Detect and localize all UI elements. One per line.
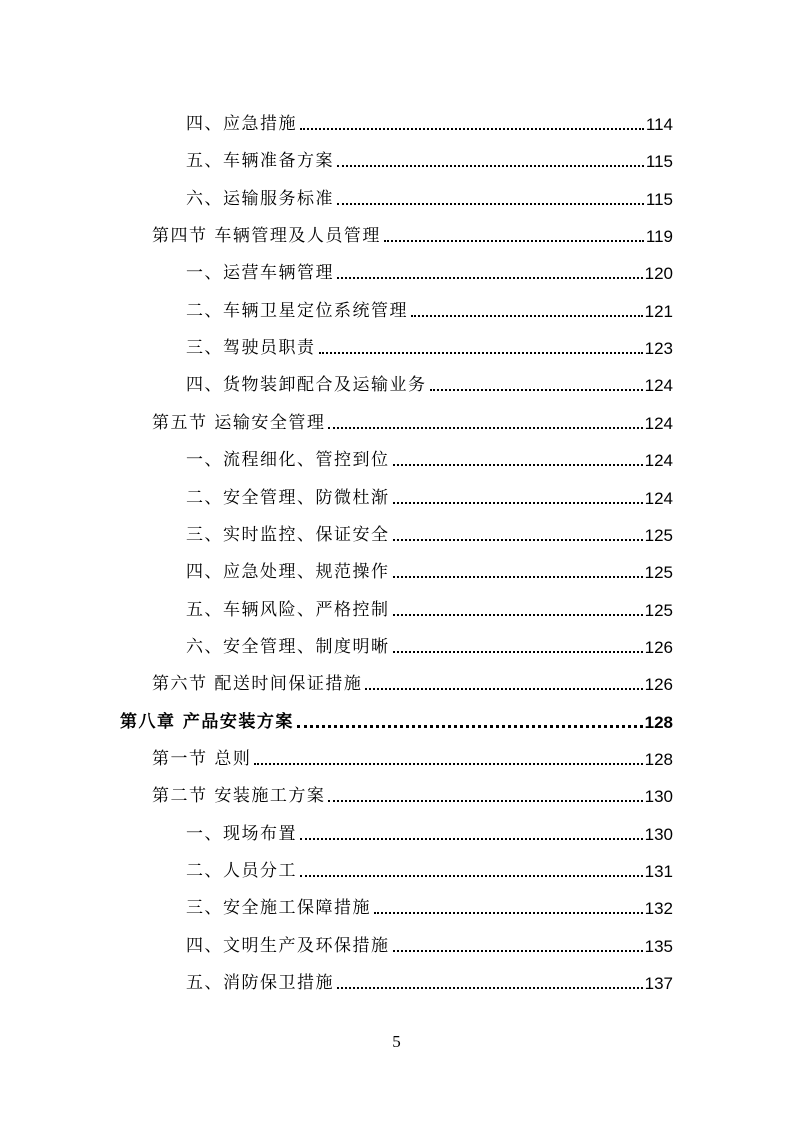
toc-entry-title: 三、驾驶员职责 <box>186 338 316 359</box>
toc-entry-title: 第一节 总则 <box>152 748 252 769</box>
toc-entry-page-number: 128 <box>644 749 673 769</box>
toc-subsection-entry[interactable] <box>186 138 673 170</box>
toc-entry-title: 一、运营车辆管理 <box>186 263 334 284</box>
toc-dot-leader <box>374 912 643 914</box>
toc-dot-leader <box>393 464 643 466</box>
toc-entry-page-number: 125 <box>644 563 673 583</box>
toc-subsection-entry[interactable] <box>186 437 673 469</box>
toc-entry-page-number: 114 <box>645 115 673 134</box>
toc-subsection-entry[interactable] <box>186 624 673 656</box>
toc-subsection-entry[interactable] <box>186 475 673 507</box>
toc-dot-leader <box>337 203 644 205</box>
toc-dot-leader <box>319 352 643 354</box>
toc-entry-page-number: 115 <box>645 189 673 209</box>
toc-subsection-entry[interactable] <box>186 512 673 544</box>
toc-dot-leader <box>384 240 644 242</box>
toc-entry-title: 四、应急措施 <box>186 114 297 134</box>
toc-dot-leader <box>328 800 642 802</box>
toc-subsection-entry[interactable] <box>186 362 673 394</box>
toc-entry-title: 第二节 安装施工方案 <box>152 786 326 807</box>
toc-entry-page-number: 119 <box>645 227 673 247</box>
toc-subsection-entry[interactable] <box>186 811 673 843</box>
toc-dot-leader <box>393 651 643 653</box>
toc-entry-page-number: 125 <box>644 525 673 545</box>
toc-entry-title: 第六节 配送时间保证措施 <box>152 674 363 695</box>
toc-subsection-entry[interactable] <box>186 288 673 320</box>
toc-entry-title: 第五节 运输安全管理 <box>152 412 326 433</box>
toc-entry-page-number: 130 <box>644 824 673 844</box>
toc-subsection-entry[interactable] <box>186 250 673 282</box>
toc-dot-leader <box>411 315 643 317</box>
toc-entry-page-number: 131 <box>644 862 673 881</box>
toc-entry-title: 五、消防保卫措施 <box>186 973 334 994</box>
toc-subsection-entry[interactable] <box>186 101 673 133</box>
toc-section-entry[interactable] <box>152 661 673 693</box>
toc-subsection-entry[interactable] <box>186 923 673 955</box>
toc-entry-page-number: 132 <box>644 899 673 919</box>
toc-entry-page-number: 124 <box>644 488 673 508</box>
toc-entry-page-number: 128 <box>644 712 673 732</box>
toc-entry-title: 四、文明生产及环保措施 <box>186 935 390 956</box>
toc-dot-leader <box>300 838 643 840</box>
toc-section-entry[interactable] <box>152 736 673 768</box>
toc-dot-leader <box>337 165 644 167</box>
toc-subsection-entry[interactable] <box>186 176 673 208</box>
toc-entry-page-number: 121 <box>644 301 673 321</box>
toc-entry-page-number: 126 <box>644 675 673 695</box>
toc-subsection-entry[interactable] <box>186 848 673 880</box>
toc-section-entry[interactable] <box>152 400 673 432</box>
toc-entry-page-number: 124 <box>644 376 673 396</box>
toc-subsection-entry[interactable] <box>186 549 673 581</box>
toc-entry-title: 三、实时监控、保证安全 <box>186 524 390 545</box>
toc-dot-leader <box>254 763 642 765</box>
toc-entry-page-number: 125 <box>644 600 673 620</box>
toc-dot-leader <box>393 502 643 504</box>
toc-dot-leader <box>297 725 643 728</box>
toc-dot-leader <box>337 277 643 279</box>
toc-entry-title: 六、安全管理、制度明晰 <box>186 636 390 657</box>
toc-entry-title: 第四节 车辆管理及人员管理 <box>152 226 381 247</box>
toc-dot-leader <box>328 427 642 429</box>
toc-entry-title: 五、车辆准备方案 <box>186 151 334 172</box>
toc-entry-page-number: 135 <box>644 936 673 956</box>
toc-entry-title: 六、运输服务标准 <box>186 188 334 209</box>
toc-entry-page-number: 120 <box>644 264 673 284</box>
toc-entry-title: 五、车辆风险、严格控制 <box>186 599 390 620</box>
toc-dot-leader <box>337 987 643 989</box>
toc-entry-page-number: 115 <box>645 152 673 172</box>
toc-entry-page-number: 130 <box>644 787 673 807</box>
toc-subsection-entry[interactable] <box>186 885 673 917</box>
toc-entry-title: 三、安全施工保障措施 <box>186 898 371 919</box>
toc-section-entry[interactable] <box>152 773 673 805</box>
toc-dot-leader <box>300 875 643 877</box>
toc-entry-title: 一、现场布置 <box>186 823 297 844</box>
toc-entry-title: 二、安全管理、防微杜渐 <box>186 487 390 508</box>
toc-entry-title: 四、货物装卸配合及运输业务 <box>186 375 427 396</box>
page-number: 5 <box>392 1032 401 1051</box>
toc-dot-leader <box>393 950 643 952</box>
toc-chapter-entry[interactable] <box>120 699 673 731</box>
toc-dot-leader <box>300 128 644 130</box>
toc-subsection-entry[interactable] <box>186 325 673 357</box>
toc-entry-title: 二、人员分工 <box>186 861 297 881</box>
toc-entry-title: 一、流程细化、管控到位 <box>186 450 390 471</box>
toc-dot-leader <box>393 614 643 616</box>
toc-entry-page-number: 126 <box>644 637 673 657</box>
toc-entry-page-number: 124 <box>644 451 673 471</box>
toc-section-entry[interactable] <box>152 213 673 245</box>
toc-entry-title: 二、车辆卫星定位系统管理 <box>186 300 408 321</box>
toc-entry-page-number: 124 <box>644 413 673 433</box>
toc-entry-title: 第八章 产品安装方案 <box>120 711 294 732</box>
toc-subsection-entry[interactable] <box>186 960 673 992</box>
toc-entry-page-number: 123 <box>644 339 673 359</box>
toc-entry-page-number: 137 <box>644 974 673 994</box>
toc-dot-leader <box>393 539 643 541</box>
toc-dot-leader <box>430 389 643 391</box>
toc-subsection-entry[interactable] <box>186 587 673 619</box>
toc-entry-title: 四、应急处理、规范操作 <box>186 562 390 583</box>
toc-dot-leader <box>365 688 642 690</box>
toc-dot-leader <box>393 576 643 578</box>
